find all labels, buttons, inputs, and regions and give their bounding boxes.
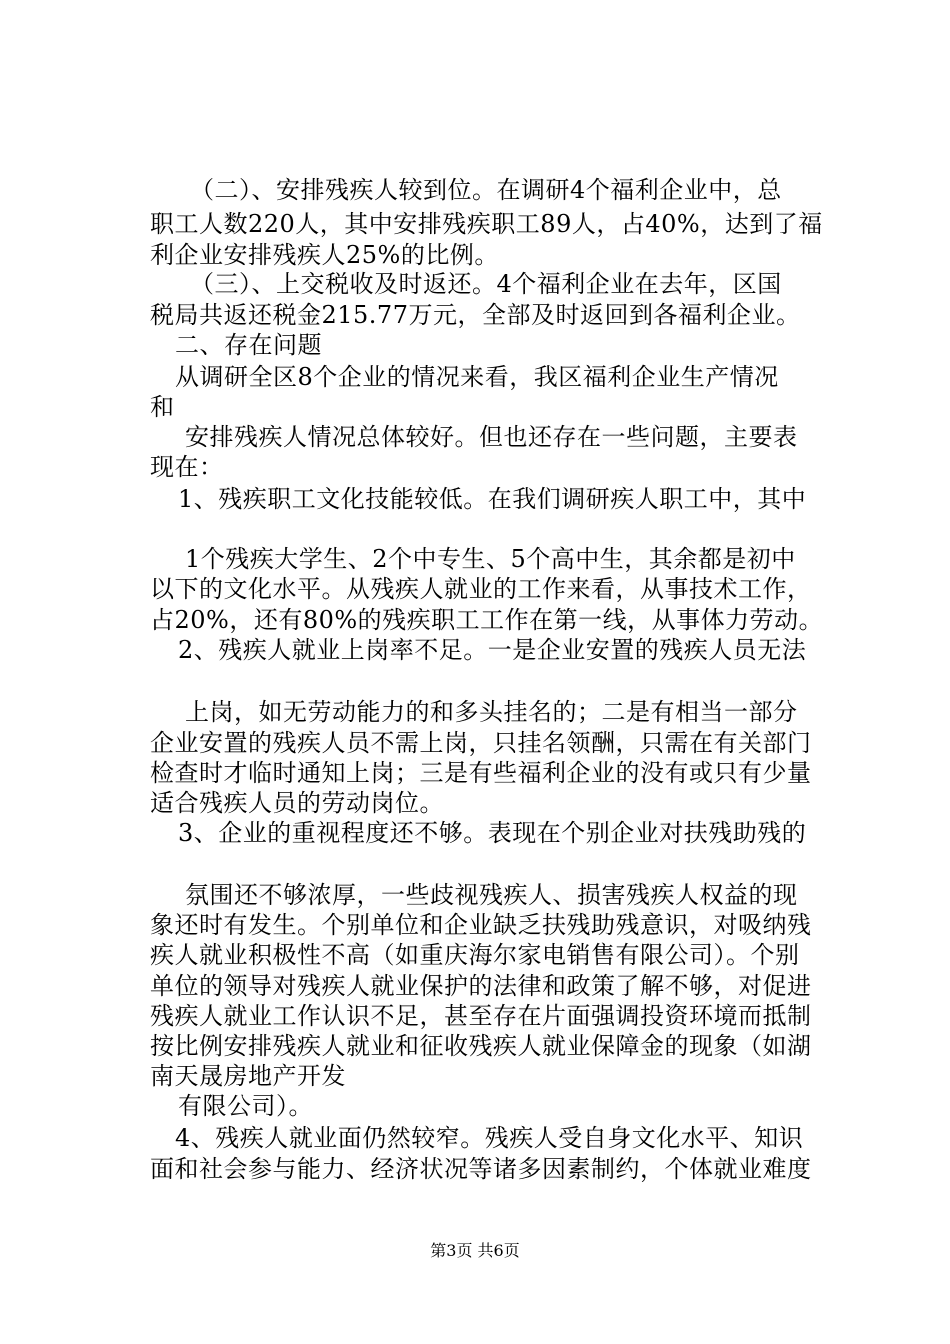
text-line: 现在： bbox=[150, 453, 224, 481]
section-heading: 二、存在问题 bbox=[175, 331, 322, 359]
text-line: 1、残疾职工文化技能较低。在我们调研疾人职工中，其中 bbox=[178, 485, 807, 513]
text-line: （三）、上交税收及时返还。4个福利企业在去年，区国 bbox=[190, 270, 782, 298]
text-line: 和 bbox=[150, 393, 175, 421]
text-line: 上岗，如无劳动能力的和多头挂名的；二是有相当一部分 bbox=[185, 698, 798, 726]
text-line: 企业安置的残疾人员不需上岗，只挂名领酬，只需在有关部门 bbox=[150, 729, 812, 757]
text-line: 适合残疾人员的劳动岗位。 bbox=[150, 789, 444, 817]
text-line: 税局共返还税金215.77万元，全部及时返回到各福利企业。 bbox=[150, 301, 801, 329]
text-line: 氛围还不够浓厚，一些歧视残疾人、损害残疾人权益的现 bbox=[185, 881, 798, 909]
text-line: 按比例安排残疾人就业和征收残疾人就业保障金的现象（如湖 bbox=[150, 1032, 812, 1060]
text-line: 安排残疾人情况总体较好。但也还存在一些问题，主要表 bbox=[185, 423, 798, 451]
text-line: 2、残疾人就业上岗率不足。一是企业安置的残疾人员无法 bbox=[178, 636, 807, 664]
text-line: 占20%，还有80%的残疾职工工作在第一线，从事体力劳动。 bbox=[150, 606, 824, 634]
text-line: 检查时才临时通知上岗；三是有些福利企业的没有或只有少量 bbox=[150, 759, 812, 787]
text-line: 1个残疾大学生、2个中专生、5个高中生，其余都是初中 bbox=[185, 545, 796, 573]
text-line: 职工人数220人，其中安排残疾职工89人，占40%，达到了福 bbox=[150, 210, 823, 238]
text-line: 利企业安排残疾人25%的比例。 bbox=[150, 241, 499, 269]
text-line: 疾人就业积极性不高（如重庆海尔家电销售有限公司）。个别 bbox=[150, 941, 800, 969]
text-line: 单位的领导对残疾人就业保护的法律和政策了解不够，对促进 bbox=[150, 972, 812, 1000]
text-line: 4、残疾人就业面仍然较窄。残疾人受自身文化水平、知识 bbox=[175, 1124, 804, 1152]
text-line: 以下的文化水平。从残疾人就业的工作来看，从事技术工作， bbox=[150, 575, 812, 603]
page-number-footer: 第3页 共6页 bbox=[430, 1241, 520, 1260]
text-line: 残疾人就业工作认识不足，甚至存在片面强调投资环境而抵制 bbox=[150, 1002, 812, 1030]
text-line: 有限公司）。 bbox=[178, 1092, 313, 1120]
text-line: 3、企业的重视程度还不够。表现在个别企业对扶残助残的 bbox=[178, 819, 807, 847]
text-line: 从调研全区8个企业的情况来看，我区福利企业生产情况 bbox=[175, 363, 779, 391]
text-line: （二）、安排残疾人较到位。在调研4个福利企业中，总 bbox=[190, 176, 782, 204]
text-line: 面和社会参与能力、经济状况等诸多因素制约，个体就业难度 bbox=[150, 1155, 812, 1183]
text-line: 象还时有发生。个别单位和企业缺乏扶残助残意识，对吸纳残 bbox=[150, 911, 812, 939]
text-line: 南天晟房地产开发 bbox=[150, 1062, 346, 1090]
